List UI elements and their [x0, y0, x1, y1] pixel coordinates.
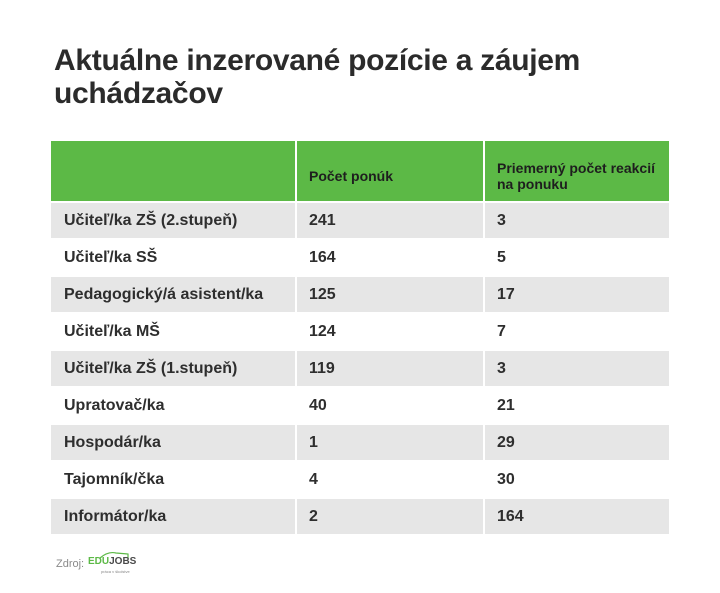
cell-reactions: 30 [483, 460, 669, 497]
logo-jobs-text: JOBS [109, 556, 137, 567]
table-row [51, 423, 669, 460]
cell-reactions: 21 [483, 386, 669, 423]
cell-position: Učiteľ/ka SŠ [51, 238, 295, 275]
column-header-reactions: Priemerný počet reakcií na ponuku [483, 141, 669, 201]
cell-offers: 2 [295, 497, 483, 534]
cell-position: Pedagogický/á asistent/ka [51, 275, 295, 312]
cell-reactions: 164 [483, 497, 669, 534]
cell-offers: 124 [295, 312, 483, 349]
cell-position: Upratovač/ka [51, 386, 295, 423]
table-row [51, 460, 669, 497]
cell-reactions: 3 [483, 201, 669, 238]
cell-position: Učiteľ/ka MŠ [51, 312, 295, 349]
cell-offers: 1 [295, 423, 483, 460]
source-label: Zdroj: [56, 558, 85, 570]
column-header-offers: Počet ponúk [295, 141, 483, 201]
cell-reactions: 3 [483, 349, 669, 386]
cell-position: Hospodár/ka [51, 423, 295, 460]
cell-reactions: 5 [483, 238, 669, 275]
positions-table [51, 141, 669, 534]
table-row [51, 201, 669, 238]
cell-position: Učiteľ/ka ZŠ (1.stupeň) [51, 349, 295, 386]
table-row [51, 349, 669, 386]
table-header-row [51, 141, 669, 201]
cell-reactions: 29 [483, 423, 669, 460]
cell-offers: 125 [295, 275, 483, 312]
table-row [51, 386, 669, 423]
cell-reactions: 7 [483, 312, 669, 349]
page-title: Aktuálne inzerované pozície a záujem uchádzačov [54, 44, 581, 110]
cell-offers: 4 [295, 460, 483, 497]
column-header-position [51, 141, 295, 201]
cell-reactions: 17 [483, 275, 669, 312]
cell-position: Informátor/ka [51, 497, 295, 534]
cell-position: Učiteľ/ka ZŠ (2.stupeň) [51, 201, 295, 238]
table-body [51, 201, 669, 534]
cell-offers: 40 [295, 386, 483, 423]
cell-offers: 119 [295, 349, 483, 386]
cell-offers: 241 [295, 201, 483, 238]
cell-position: Tajomník/čka [51, 460, 295, 497]
table-row [51, 497, 669, 534]
logo-edu-text: EDU [88, 556, 110, 567]
logo-tagline: práca v školstve [101, 569, 130, 574]
edujobs-logo [88, 550, 140, 578]
table-row [51, 312, 669, 349]
table-row [51, 238, 669, 275]
table-row [51, 275, 669, 312]
cell-offers: 164 [295, 238, 483, 275]
